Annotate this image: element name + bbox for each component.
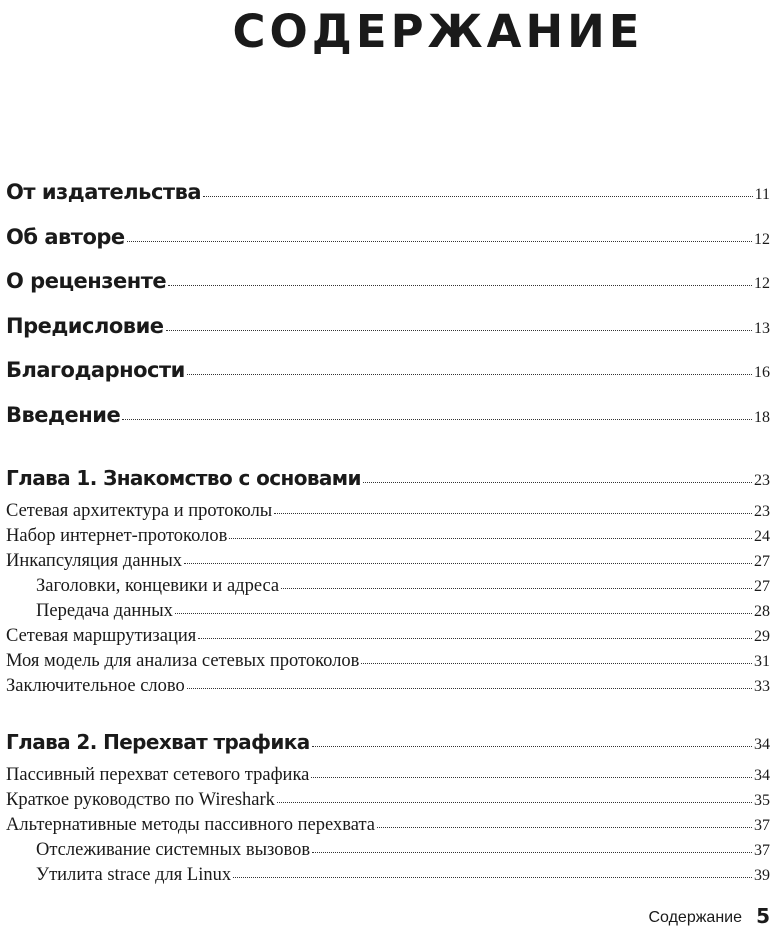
toc-subsection-entry[interactable] <box>36 576 770 597</box>
toc-entry-page: 18 <box>754 409 770 426</box>
running-footer-label: Содержание <box>648 909 742 926</box>
toc-section-entry[interactable] <box>6 501 770 522</box>
toc-entry-label: От издательства <box>6 180 202 204</box>
toc-entry-label: Глава 1. Знакомство с основами <box>6 466 361 490</box>
toc-entry[interactable] <box>6 358 770 382</box>
dot-leader <box>175 613 752 614</box>
toc-entry[interactable] <box>6 269 770 293</box>
toc-entry-label: Заголовки, концевики и адреса <box>36 576 280 596</box>
dot-leader <box>277 802 752 803</box>
dot-leader <box>229 538 752 539</box>
toc-entry-page: 27 <box>754 578 770 595</box>
toc-entry-label: Введение <box>6 403 121 427</box>
toc-section-entry[interactable] <box>6 790 770 811</box>
toc-entry-label: Краткое руководство по Wireshark <box>6 790 275 810</box>
toc-entry-page: 34 <box>754 767 770 784</box>
dot-leader <box>312 852 752 853</box>
toc-entry-label: Инкапсуляция данных <box>6 551 183 571</box>
dot-leader <box>233 877 752 878</box>
dot-leader <box>187 374 752 375</box>
toc-entry-page: 12 <box>754 275 770 292</box>
dot-leader <box>187 688 752 689</box>
dot-leader <box>312 746 752 747</box>
dot-leader <box>168 285 752 286</box>
toc-entry-page: 13 <box>754 320 770 337</box>
toc-entry-page: 34 <box>754 736 770 753</box>
toc-entry-page: 24 <box>754 528 770 545</box>
toc-entry-page: 31 <box>754 653 770 670</box>
toc-entry-label: Моя модель для анализа сетевых протоколов <box>6 651 360 671</box>
dot-leader <box>363 482 752 483</box>
toc-section-entry[interactable] <box>6 626 770 647</box>
toc-entry-label: Предисловие <box>6 314 164 338</box>
dot-leader <box>198 638 752 639</box>
toc-section-entry[interactable] <box>6 815 770 836</box>
dot-leader <box>203 196 753 197</box>
toc-subsection-entry[interactable] <box>36 840 770 861</box>
toc-entry-label: Сетевая маршрутизация <box>6 626 197 646</box>
toc-entry-page: 12 <box>754 231 770 248</box>
toc-section-entry[interactable] <box>6 551 770 572</box>
toc-entry-page: 29 <box>754 628 770 645</box>
toc-section-entry[interactable] <box>6 651 770 672</box>
toc-subsection-entry[interactable] <box>36 865 770 886</box>
toc-entry-page: 16 <box>754 364 770 381</box>
dot-leader <box>311 777 752 778</box>
toc-section-entry[interactable] <box>6 526 770 547</box>
toc-entry-page: 28 <box>754 603 770 620</box>
toc-entry-label: Глава 2. Перехват трафика <box>6 730 310 754</box>
dot-leader <box>166 330 752 331</box>
toc-entry-label: О рецензенте <box>6 269 167 293</box>
dot-leader <box>377 827 752 828</box>
toc-entry-label: Отслеживание системных вызовов <box>36 840 311 860</box>
dot-leader <box>184 563 752 564</box>
dot-leader <box>127 241 752 242</box>
toc-entry-page: 11 <box>754 186 770 203</box>
toc-entry-page: 23 <box>754 472 770 489</box>
toc-entry-label: Набор интернет-протоколов <box>6 526 228 546</box>
page-title: СОДЕРЖАНИЕ <box>232 5 644 58</box>
toc-entry-page: 39 <box>754 867 770 884</box>
toc-entry-label: Заключительное слово <box>6 676 185 696</box>
toc-entry-page: 27 <box>754 553 770 570</box>
toc-entry-page: 33 <box>754 678 770 695</box>
toc-entry-label: Альтернативные методы пассивного перехвата <box>6 815 375 835</box>
toc-section-entry[interactable] <box>6 676 770 697</box>
dot-leader <box>122 419 752 420</box>
page-number: 5 <box>756 904 770 928</box>
toc-entry-label: Об авторе <box>6 225 125 249</box>
toc-entry-page: 23 <box>754 503 770 520</box>
toc-entry[interactable] <box>6 225 770 249</box>
dot-leader <box>281 588 752 589</box>
toc-subsection-entry[interactable] <box>36 601 770 622</box>
toc-entry-label: Пассивный перехват сетевого трафика <box>6 765 310 785</box>
toc-entry-label: Передача данных <box>36 601 173 621</box>
toc-section-entry[interactable] <box>6 765 770 786</box>
toc-entry-page: 35 <box>754 792 770 809</box>
toc-entry[interactable] <box>6 314 770 338</box>
toc-entry-label: Утилита strace для Linux <box>36 865 232 885</box>
toc-entry[interactable] <box>6 180 770 204</box>
toc-entry-page: 37 <box>754 842 770 859</box>
toc-entry-label: Благодарности <box>6 358 185 382</box>
toc-entry-page: 37 <box>754 817 770 834</box>
toc-chapter-entry[interactable] <box>6 730 770 754</box>
toc-entry-label: Сетевая архитектура и протоколы <box>6 501 273 521</box>
toc-chapter-entry[interactable] <box>6 466 770 490</box>
dot-leader <box>274 513 752 514</box>
dot-leader <box>361 663 752 664</box>
toc-entry[interactable] <box>6 403 770 427</box>
